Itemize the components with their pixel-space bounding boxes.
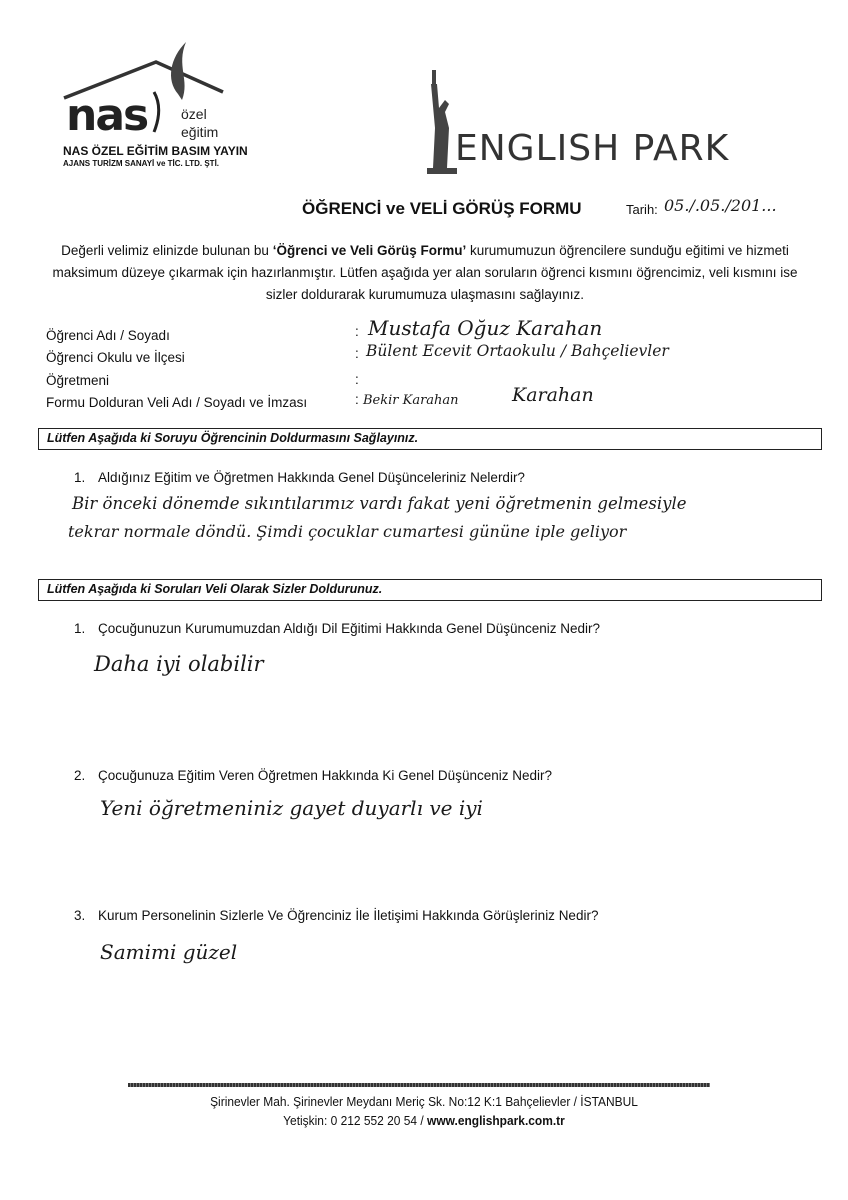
footer-address: Şirinevler Mah. Şirinevler Meydanı Meriç Sk. No:12 K:1 Bahçelievler / İSTANBUL — [210, 1094, 638, 1109]
parent-question-3 — [74, 908, 598, 923]
student-q1-text: Aldığınız Eğitim ve Öğretmen Hakkında Genel Düşünceleriniz Nelerdir? — [98, 470, 525, 485]
parent-name-colon: : — [355, 392, 359, 407]
date-value: 05./.05./201... — [664, 196, 777, 215]
date-label: Tarih: — [626, 202, 658, 217]
parent-answer-1: Daha iyi olabilir — [94, 652, 264, 676]
student-school-label: Öğrenci Okulu ve İlçesi — [46, 350, 185, 365]
student-school-value: Bülent Ecevit Ortaokulu / Bahçelievler — [366, 342, 669, 360]
footer-website-link[interactable]: www.englishpark.com.tr — [427, 1113, 565, 1128]
nas-logo — [58, 40, 258, 180]
parent-question-2 — [74, 768, 552, 783]
student-school-colon: : — [355, 346, 359, 361]
student-section-header — [38, 428, 822, 450]
parent-q3-text: Kurum Personelinin Sizlerle Ve Öğrenciniz İle İletişimi Hakkında Görüşleriniz Nedir? — [98, 908, 599, 923]
nas-company-line2: AJANS TURİZM SANAYİ ve TİC. LTD. ŞTİ. — [63, 159, 220, 168]
parent-q1-number: 1. — [74, 621, 86, 636]
footer-contact — [34, 1113, 814, 1128]
english-park-logo — [425, 68, 765, 176]
parent-q1-text: Çocuğunuzun Kurumumuzdan Aldığı Dil Eğitimi Hakkında Genel Düşünceniz Nedir? — [98, 621, 601, 636]
student-answer-1-line1: Bir önceki dönemde sıkıntılarımız vardı fakat yeni öğretmenin gelmesiyle — [72, 494, 687, 513]
parent-signature: Karahan — [512, 384, 594, 406]
intro-text-1: Değerli velimiz elinizde bulunan bu — [61, 243, 273, 258]
parent-answer-3: Samimi güzel — [100, 940, 238, 964]
intro-text-2: kurumumuzun öğrencilere sunduğu eğitimi ve hizmeti maksimum düzeye çıkarmak için hazırlanmıştır. Lütfen aşağıda yer alan soruların öğrenci kısmını öğrencimiz, veli kısmını ise sizler doldurarak kurumumuza ulaşmasını sağlayınız. — [52, 243, 798, 302]
student-q1-number: 1. — [74, 470, 86, 485]
intro-paragraph — [40, 240, 810, 306]
parent-q2-number: 2. — [74, 768, 86, 783]
student-answer-1-line2: tekrar normale döndü. Şimdi çocuklar cumartesi gününe iple geliyor — [68, 522, 627, 541]
parent-question-1 — [74, 621, 600, 636]
student-name-label: Öğrenci Adı / Soyadı — [46, 328, 170, 343]
teacher-label: Öğretmeni — [46, 373, 110, 388]
parent-section-title: Lütfen Aşağıda ki Soruları Veli Olarak Sizler Doldurunuz. — [47, 582, 383, 596]
student-name-value: Mustafa Oğuz Karahan — [368, 316, 603, 340]
parent-name-value: Bekir Karahan — [363, 393, 459, 408]
nas-egitim-text: eğitim — [181, 124, 219, 140]
footer-divider — [128, 1083, 710, 1087]
student-question-1 — [74, 470, 525, 485]
parent-q3-number: 3. — [74, 908, 86, 923]
nas-company-line1: NAS ÖZEL EĞİTİM BASIM YAYIN — [63, 144, 248, 158]
intro-form-name: ‘Öğrenci ve Veli Görüş Formu’ — [272, 243, 467, 258]
nas-brand: nas — [66, 90, 148, 141]
student-section-title: Lütfen Aşağıda ki Soruyu Öğrencinin Doldurmasını Sağlayınız. — [47, 431, 419, 445]
footer-phone: Yetişkin: 0 212 552 20 54 / — [283, 1113, 428, 1128]
english-park-text: ENGLISH PARK — [455, 128, 730, 169]
parent-name-label: Formu Dolduran Veli Adı / Soyadı ve İmzası — [46, 395, 308, 410]
parent-answer-2: Yeni öğretmeniniz gayet duyarlı ve iyi — [100, 796, 483, 820]
teacher-colon: : — [355, 372, 359, 387]
nas-ozel-text: özel — [181, 106, 207, 122]
student-name-colon: : — [355, 324, 359, 339]
parent-q2-text: Çocuğunuza Eğitim Veren Öğretmen Hakkında Ki Genel Düşünceniz Nedir? — [98, 768, 552, 783]
parent-section-header — [38, 579, 822, 601]
form-title: ÖĞRENCİ ve VELİ GÖRÜŞ FORMU — [302, 199, 582, 218]
